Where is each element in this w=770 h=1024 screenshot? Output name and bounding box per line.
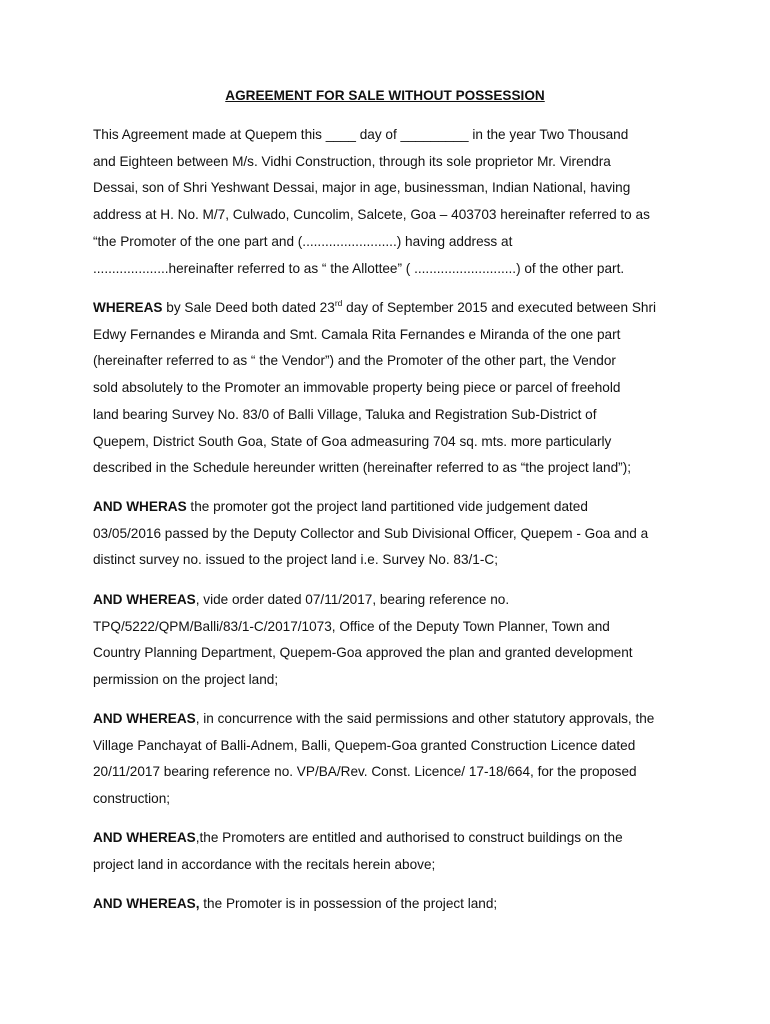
paragraph-development-permission bbox=[93, 587, 693, 694]
text-fragment: the promoter got the project land partitioned vide judgement dated bbox=[186, 499, 588, 514]
paragraph-construction-licence bbox=[93, 706, 693, 813]
text-line: 03/05/2016 passed by the Deputy Collector and Sub Divisional Officer, Quepem - Goa and a bbox=[93, 525, 649, 541]
text-line: “the Promoter of the one part and (.........................) having address at bbox=[93, 233, 513, 249]
text-line: sold absolutely to the Promoter an immovable property being piece or parcel of freehold bbox=[93, 380, 621, 396]
ordinal-suffix: rd bbox=[334, 298, 343, 308]
recital-lead: AND WHEREAS bbox=[93, 592, 196, 607]
text-fragment: by Sale Deed both dated 23 bbox=[162, 300, 335, 315]
text-line: Country Planning Department, Quepem-Goa approved the plan and granted development bbox=[93, 645, 633, 661]
text-line: (hereinafter referred to as “ the Vendor”) and the Promoter of the other part, the Vendor bbox=[93, 353, 616, 369]
recital-lead: AND WHERAS bbox=[93, 499, 187, 514]
recital-lead: AND WHEREAS bbox=[93, 711, 196, 726]
text-line: 20/11/2017 bearing reference no. VP/BA/Rev. Const. Licence/ 17-18/664, for the proposed bbox=[93, 764, 637, 780]
text-line: This Agreement made at Quepem this ____ day of _________ in the year Two Thousand bbox=[93, 127, 629, 142]
recital-lead: AND WHEREAS, bbox=[93, 896, 200, 911]
text-line: permission on the project land; bbox=[93, 672, 279, 688]
text-fragment: ,the Promoters are entitled and authorised to construct buildings on the bbox=[195, 830, 623, 845]
text-line: Dessai, son of Shri Yeshwant Dessai, major in age, businessman, Indian National, having bbox=[93, 180, 631, 196]
text-line: ....................hereinafter referred to as “ the Allottee” ( ...........................) of the other part. bbox=[93, 260, 625, 276]
text-line: project land in accordance with the recitals herein above; bbox=[93, 856, 436, 872]
text-line bbox=[93, 891, 693, 918]
text-line: and Eighteen between M/s. Vidhi Construction, through its sole proprietor Mr. Virendra bbox=[93, 153, 611, 169]
text-line bbox=[93, 587, 693, 614]
text-line bbox=[93, 706, 693, 733]
paragraph-sale-deed bbox=[93, 295, 693, 482]
text-fragment: , in concurrence with the said permissions and other statutory approvals, the bbox=[195, 711, 655, 726]
text-line: Edwy Fernandes e Miranda and Smt. Camala Rita Fernandes e Miranda of the one part bbox=[93, 326, 621, 342]
text-line: Village Panchayat of Balli-Adnem, Balli, Quepem-Goa granted Construction Licence dated bbox=[93, 737, 636, 753]
paragraph-parties bbox=[93, 122, 693, 282]
text-line: land bearing Survey No. 83/0 of Balli Village, Taluka and Registration Sub-District of bbox=[93, 406, 597, 422]
paragraph-entitlement bbox=[93, 825, 693, 878]
text-fragment: day of September 2015 and executed between Shri bbox=[342, 300, 657, 315]
text-fragment: , vide order dated 07/11/2017, bearing reference no. bbox=[195, 592, 510, 607]
paragraph-partition bbox=[93, 494, 693, 574]
document-title: AGREEMENT FOR SALE WITHOUT POSSESSION bbox=[225, 88, 545, 103]
text-fragment: the Promoter is in possession of the project land; bbox=[199, 896, 498, 911]
text-line bbox=[93, 825, 693, 852]
text-line: Quepem, District South Goa, State of Goa admeasuring 704 sq. mts. more particularly bbox=[93, 433, 612, 449]
text-line: construction; bbox=[93, 791, 171, 807]
text-line bbox=[93, 494, 693, 521]
text-line: described in the Schedule hereunder written (hereinafter referred to as “the project land”); bbox=[93, 460, 632, 476]
text-line: TPQ/5222/QPM/Balli/83/1-C/2017/1073, Office of the Deputy Town Planner, Town and bbox=[93, 618, 610, 634]
recital-lead: AND WHEREAS bbox=[93, 830, 196, 845]
text-line: address at H. No. M/7, Culwado, Cuncolim, Salcete, Goa – 403703 hereinafter referred to as bbox=[93, 207, 650, 223]
paragraph-possession bbox=[93, 891, 693, 918]
text-line: distinct survey no. issued to the project land i.e. Survey No. 83/1-C; bbox=[93, 552, 498, 568]
recital-lead: WHEREAS bbox=[93, 300, 163, 315]
text-line bbox=[93, 295, 693, 322]
